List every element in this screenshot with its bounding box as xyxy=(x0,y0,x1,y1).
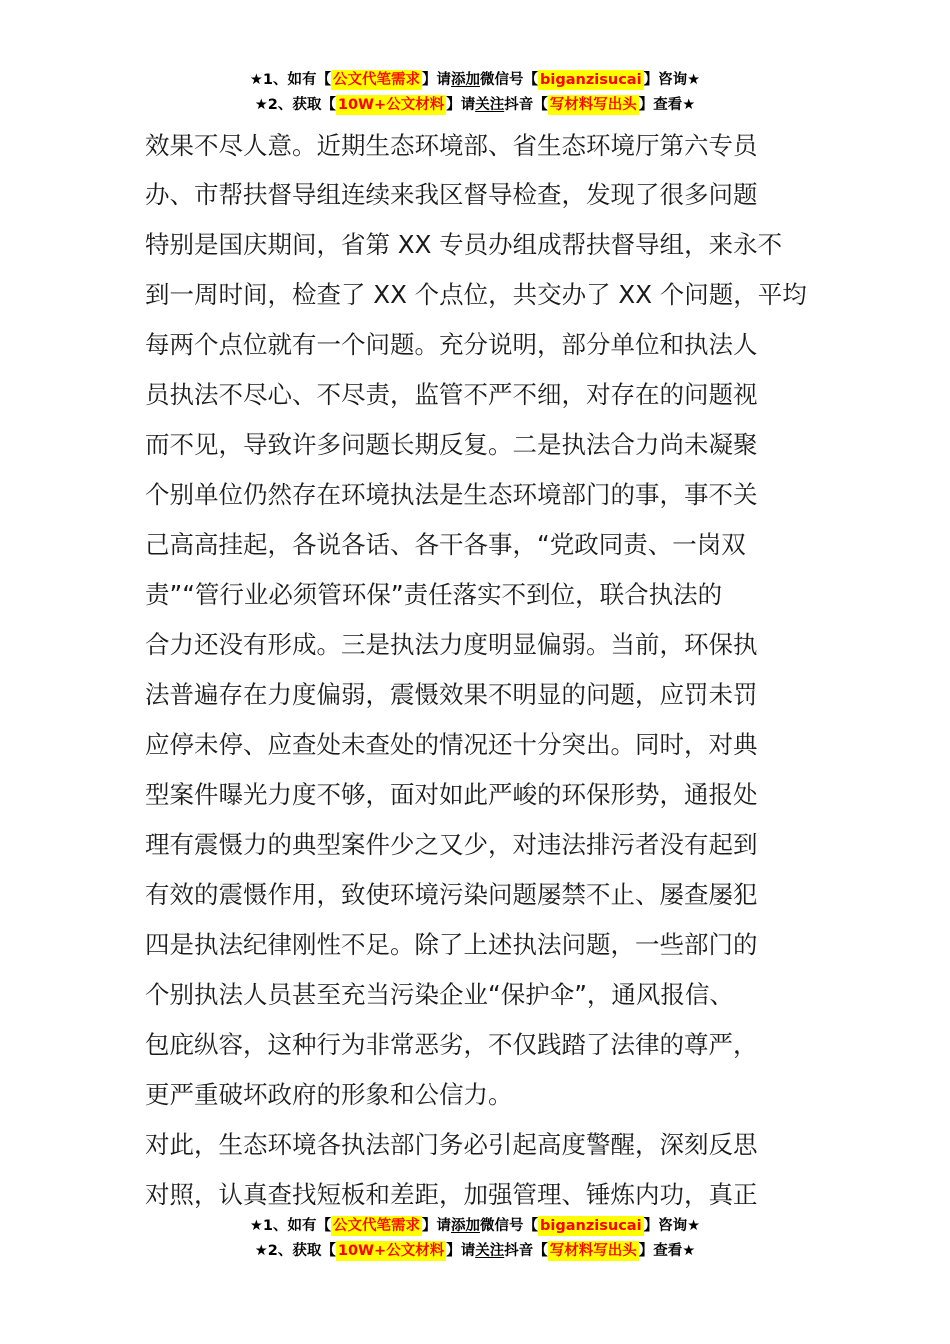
body-line: 特别是国庆期间，省第 XX 专员办组成帮扶督导组，来永不 xyxy=(145,230,783,259)
banner-text: 微信号【 xyxy=(480,1218,539,1234)
body-line: 对此，生态环境各执法部门务必引起高度警醒，深刻反思 xyxy=(145,1130,758,1159)
body-line: 合力还没有形成。三是执法力度明显偏弱。当前，环保执 xyxy=(145,630,758,659)
body-line: 而不见，导致许多问题长期反复。二是执法合力尚未凝聚 xyxy=(145,430,758,459)
highlight-wechat-id: biganzisucai xyxy=(540,72,642,88)
banner-line-2 xyxy=(0,1239,950,1264)
highlight-wechat-id: biganzisucai xyxy=(540,1218,642,1234)
body-line: 对照，认真查找短板和差距，加强管理、锤炼内功，真正 xyxy=(145,1180,758,1209)
body-line: 责”“管行业必须管环保”责任落实不到位，联合执法的 xyxy=(145,580,723,609)
banner-text: 】查看★ xyxy=(638,1243,696,1259)
document-body xyxy=(145,122,807,1220)
body-line: 有效的震慑作用，致使环境污染问题屡禁不止、屡查屡犯 xyxy=(145,880,758,909)
body-line: 个别执法人员甚至充当污染企业“保护伞”，通风报信、 xyxy=(145,980,734,1009)
underlined-text: 添加 xyxy=(451,1218,481,1234)
highlight-materials: 10W+公文材料 xyxy=(337,97,445,113)
body-line: 包庇纵容，这种行为非常恶劣，不仅践踏了法律的尊严， xyxy=(145,1030,758,1059)
highlight-materials: 10W+公文材料 xyxy=(337,1243,445,1259)
banner-text: 微信号【 xyxy=(480,72,539,88)
body-line: 每两个点位就有一个问题。充分说明，部分单位和执法人 xyxy=(145,330,758,359)
banner-text: 】请 xyxy=(422,1218,452,1234)
banner-line-1 xyxy=(0,68,950,93)
banner-text: ★1、如有【 xyxy=(249,72,332,88)
banner-text: 】咨询★ xyxy=(643,72,701,88)
banner-text: 抖音【 xyxy=(504,1243,548,1259)
banner-text: 】请 xyxy=(422,72,452,88)
banner-line-1 xyxy=(0,1214,950,1239)
banner-text: 】咨询★ xyxy=(643,1218,701,1234)
highlight-douyin-account: 写材料写出头 xyxy=(549,97,637,113)
body-line: 型案件曝光力度不够，面对如此严峻的环保形势，通报处 xyxy=(145,780,758,809)
underlined-text: 关注 xyxy=(475,1243,505,1259)
body-line: 己高高挂起，各说各话、各干各事，“党政同责、一岗双 xyxy=(145,530,746,559)
banner-line-2 xyxy=(0,93,950,118)
banner-text: 】查看★ xyxy=(638,97,696,113)
body-line: 理有震慑力的典型案件少之又少，对违法排污者没有起到 xyxy=(145,830,758,859)
body-line: 效果不尽人意。近期生态环境部、省生态环境厅第六专员 xyxy=(145,131,758,160)
underlined-text: 关注 xyxy=(475,97,505,113)
banner-text: ★2、获取【 xyxy=(254,97,336,113)
highlight-service: 公文代笔需求 xyxy=(333,72,421,88)
highlight-douyin-account: 写材料写出头 xyxy=(549,1243,637,1259)
banner-text: ★1、如有【 xyxy=(249,1218,332,1234)
body-line: 个别单位仍然存在环境执法是生态环境部门的事，事不关 xyxy=(145,480,758,509)
header-banner xyxy=(0,68,950,118)
banner-text: 抖音【 xyxy=(504,97,548,113)
banner-text: 】请 xyxy=(446,1243,476,1259)
body-line: 法普遍存在力度偏弱，震慑效果不明显的问题，应罚未罚 xyxy=(145,680,758,709)
body-line: 四是执法纪律刚性不足。除了上述执法问题，一些部门的 xyxy=(145,930,758,959)
body-line: 员执法不尽心、不尽责，监管不严不细，对存在的问题视 xyxy=(145,380,758,409)
body-line: 应停未停、应查处未查处的情况还十分突出。同时，对典 xyxy=(145,730,758,759)
footer-banner xyxy=(0,1214,950,1264)
highlight-service: 公文代笔需求 xyxy=(333,1218,421,1234)
body-line: 到一周时间，检查了 XX 个点位，共交办了 XX 个问题，平均 xyxy=(145,280,807,309)
banner-text: ★2、获取【 xyxy=(254,1243,336,1259)
underlined-text: 添加 xyxy=(451,72,481,88)
banner-text: 】请 xyxy=(446,97,476,113)
body-line: 更严重破坏政府的形象和公信力。 xyxy=(145,1080,513,1109)
body-line: 办、市帮扶督导组连续来我区督导检查，发现了很多问题 xyxy=(145,180,758,209)
